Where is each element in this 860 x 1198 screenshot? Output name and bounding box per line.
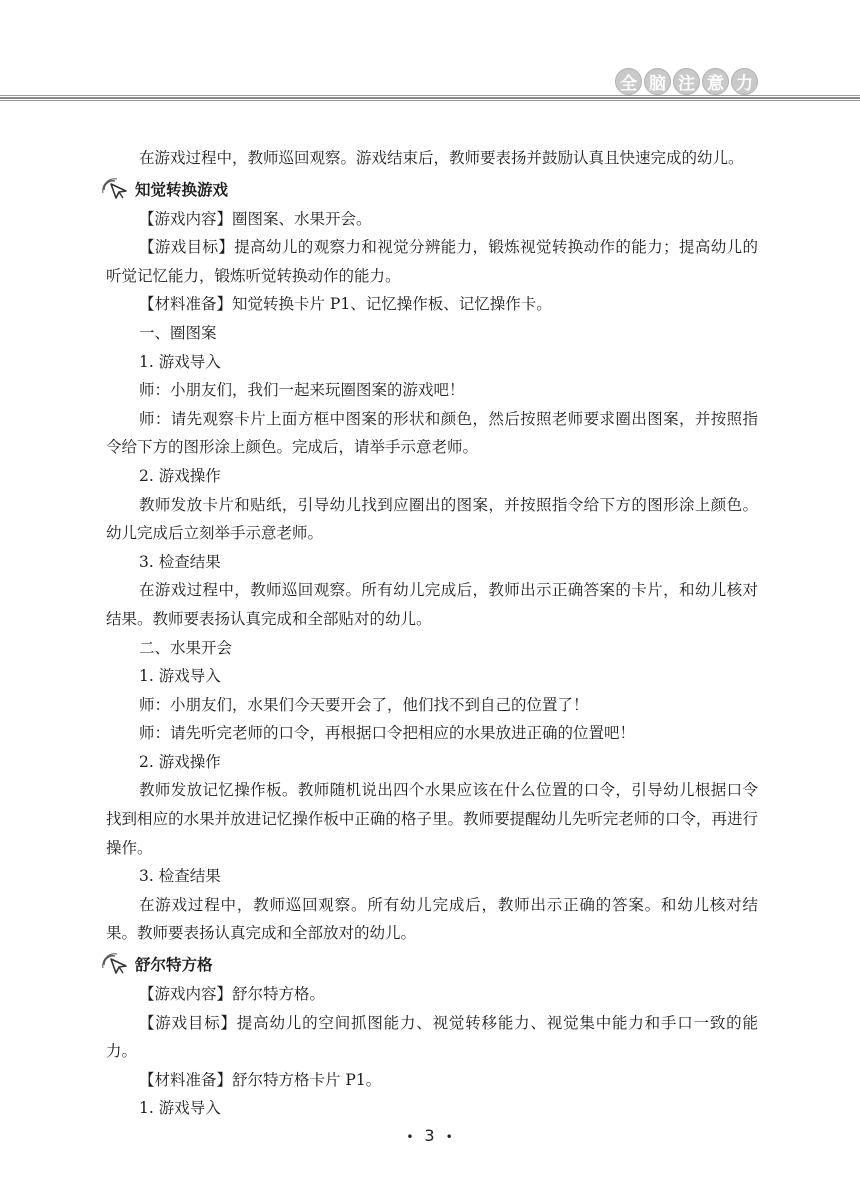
section-heading bbox=[101, 950, 758, 978]
section-title: 知觉转换游戏 bbox=[135, 180, 229, 199]
logo-char: 力 bbox=[731, 68, 758, 95]
paragraph: 1. 游戏导入 bbox=[139, 352, 221, 371]
paragraph: 【游戏内容】舒尔特方格。 bbox=[139, 985, 326, 1004]
footer-bullet: • bbox=[406, 1129, 415, 1144]
paragraph: 教师发放卡片和贴纸，引导幼儿找到应圈出的图案，并按照指令给下方的图形涂上颜色。幼儿完成后立刻举手示意老师。 bbox=[106, 495, 758, 543]
paragraph: 3. 检查结果 bbox=[139, 552, 221, 571]
page-footer bbox=[0, 1126, 860, 1145]
page-number: 3 bbox=[424, 1126, 436, 1145]
paragraph: 教师发放记忆操作板。教师随机说出四个水果应该在什么位置的口令，引导幼儿根据口令找到相应的水果并放进记忆操作板中正确的格子里。教师要提醒幼儿先听完老师的口令，再进行操作。 bbox=[106, 781, 758, 857]
section-heading bbox=[101, 175, 758, 203]
paragraph: 【材料准备】知觉转换卡片 P1、记忆操作板、记忆操作卡。 bbox=[139, 295, 552, 314]
pointer-hand-icon bbox=[101, 953, 129, 975]
logo-char: 全 bbox=[615, 68, 642, 95]
paragraph: 【材料准备】舒尔特方格卡片 P1。 bbox=[139, 1070, 382, 1089]
paragraph: 1. 游戏导入 bbox=[139, 1099, 221, 1118]
paragraph: 师：请先观察卡片上面方框中图案的形状和颜色，然后按照老师要求圈出图案，并按照指令给下方的图形涂上颜色。完成后，请举手示意老师。 bbox=[106, 409, 758, 457]
series-logo bbox=[615, 68, 758, 95]
page-body bbox=[106, 144, 758, 1123]
footer-bullet: • bbox=[445, 1129, 454, 1144]
logo-char: 脑 bbox=[644, 68, 671, 95]
paragraph: 二、水果开会 bbox=[139, 638, 233, 657]
paragraph: 2. 游戏操作 bbox=[139, 752, 221, 771]
paragraph: 师：小朋友们，水果们今天要开会了，他们找不到自己的位置了！ bbox=[139, 695, 589, 714]
header-rule bbox=[0, 95, 860, 96]
paragraph: 在游戏过程中，教师巡回观察。所有幼儿完成后，教师出示正确答案的卡片，和幼儿核对结果。教师要表扬认真完成和全部贴对的幼儿。 bbox=[106, 581, 758, 628]
page-header bbox=[0, 68, 860, 108]
paragraph: 1. 游戏导入 bbox=[139, 667, 221, 686]
section-title: 舒尔特方格 bbox=[135, 956, 213, 975]
paragraph: 师：请先听完老师的口令，再根据口令把相应的水果放进正确的位置吧！ bbox=[139, 724, 636, 743]
logo-char: 意 bbox=[702, 68, 729, 95]
logo-char: 注 bbox=[673, 68, 700, 95]
paragraph: 【游戏内容】圈图案、水果开会。 bbox=[139, 209, 372, 228]
paragraph: 2. 游戏操作 bbox=[139, 466, 221, 485]
paragraph: 【游戏目标】提高幼儿的空间抓图能力、视觉转移能力、视觉集中能力和手口一致的能力。 bbox=[106, 1013, 758, 1061]
paragraph: 【游戏目标】提高幼儿的观察力和视觉分辨能力，锻炼视觉转换动作的能力；提高幼儿的听觉记忆能力，锻炼听觉转换动作的能力。 bbox=[106, 238, 758, 285]
header-rule bbox=[0, 100, 860, 101]
paragraph: 一、圈图案 bbox=[139, 323, 217, 342]
paragraph: 3. 检查结果 bbox=[139, 867, 221, 886]
paragraph: 在游戏过程中，教师巡回观察。游戏结束后，教师要表扬并鼓励认真且快速完成的幼儿。 bbox=[139, 149, 744, 167]
pointer-hand-icon bbox=[101, 178, 129, 200]
paragraph: 师：小朋友们，我们一起来玩圈图案的游戏吧！ bbox=[139, 381, 465, 400]
paragraph: 在游戏过程中，教师巡回观察。所有幼儿完成后，教师出示正确的答案。和幼儿核对结果。教师要表扬认真完成和全部放对的幼儿。 bbox=[106, 895, 758, 943]
header-rule bbox=[0, 97, 860, 99]
